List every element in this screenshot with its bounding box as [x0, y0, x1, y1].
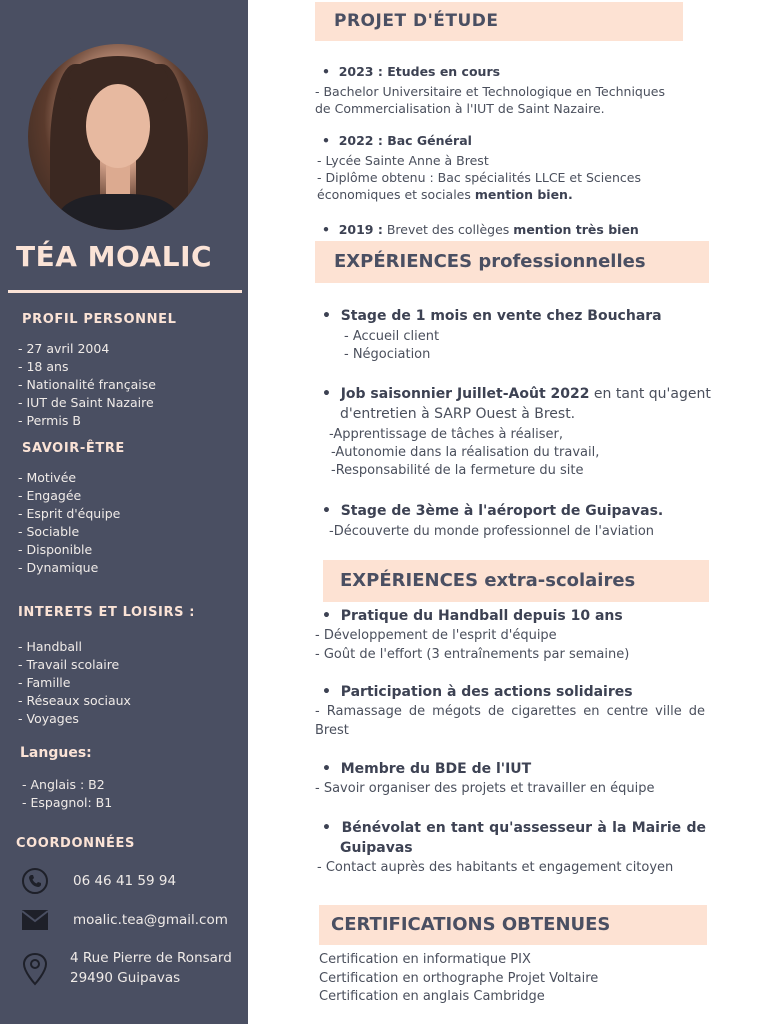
phone-row	[18, 864, 52, 898]
list-item: - Réseaux sociaux	[18, 693, 131, 708]
name-divider	[8, 290, 242, 293]
profil-list	[18, 340, 156, 430]
list-item: - 27 avril 2004	[18, 341, 110, 356]
savoir-title: SAVOIR-ÊTRE	[22, 441, 125, 456]
list-item: - Handball	[18, 639, 82, 654]
activity-1-line: - Goût de l'effort (3 entraînements par semaine)	[315, 647, 630, 662]
list-item: - Permis B	[18, 413, 81, 428]
list-item: Certification en anglais Cambridge	[319, 989, 545, 1004]
edu-entry-2-line: - Diplôme obtenu : Bac spécialités LLCE et Sciences	[317, 170, 641, 185]
profil-title: PROFIL PERSONNEL	[22, 312, 177, 327]
list-item: - Espagnol: B1	[22, 795, 113, 810]
list-item: - Sociable	[18, 524, 80, 539]
edu-entry-1-line: - Bachelor Universitaire et Technologique en Techniques	[315, 84, 665, 99]
location-pin-icon	[18, 952, 52, 986]
certifications-title: CERTIFICATIONS OBTENUES	[331, 914, 611, 935]
person-name: TÉA MOALIC	[16, 240, 213, 273]
list-item: - Engagée	[18, 488, 82, 503]
activity-4-head: • Bénévolat en tant qu'assesseur à la Mairie de	[322, 820, 706, 836]
activity-2-line: - Ramassage de mégots de cigarettes en centre ville de	[315, 704, 705, 719]
list-item: - Anglais : B2	[22, 777, 105, 792]
edu-entry-1-line: de Commercialisation à l'IUT de Saint Nazaire.	[315, 101, 605, 116]
email-icon	[18, 903, 52, 937]
job-2-line: -Autonomie dans la réalisation du travail,	[331, 445, 600, 460]
activity-4-line: - Contact auprès des habitants et engagement citoyen	[317, 860, 674, 875]
savoir-list	[18, 469, 120, 577]
activity-2-line: Brest	[315, 723, 349, 738]
address-line: 4 Rue Pierre de Ronsard	[70, 950, 232, 966]
extra-title: EXPÉRIENCES extra-scolaires	[340, 570, 636, 591]
edu-entry-2-line: - Lycée Sainte Anne à Brest	[317, 153, 489, 168]
list-item: - Nationalité française	[18, 377, 156, 392]
list-item: Certification en orthographe Projet Voltaire	[319, 970, 599, 986]
activity-1-line: - Développement de l'esprit d'équipe	[315, 628, 557, 643]
list-item: - Famille	[18, 675, 71, 690]
job-1-line: - Négociation	[344, 347, 431, 362]
address	[70, 948, 232, 988]
job-2-line: -Responsabilité de la fermeture du site	[331, 463, 584, 478]
job-1-head: • Stage de 1 mois en vente chez Bouchara	[322, 308, 662, 324]
list-item: - Voyages	[18, 711, 79, 726]
list-item: Certification en informatique PIX	[319, 952, 531, 967]
job-1-line: - Accueil client	[344, 329, 440, 344]
activity-3-line: - Savoir organiser des projets et travailler en équipe	[315, 781, 655, 796]
phone-number[interactable]: 06 46 41 59 94	[73, 873, 177, 889]
projet-title: PROJET D'ÉTUDE	[334, 11, 499, 31]
interets-title: INTERETS ET LOISIRS :	[18, 605, 195, 620]
edu-entry-3: • 2019 : Brevet des collèges mention très bien	[322, 222, 639, 237]
email-address[interactable]: moalic.tea@gmail.com	[73, 912, 228, 928]
edu-entry-1-head: • 2023 : Etudes en cours	[322, 64, 501, 79]
list-item: - 18 ans	[18, 359, 69, 374]
activity-1-head: • Pratique du Handball depuis 10 ans	[322, 608, 623, 624]
langues-list	[22, 776, 112, 812]
list-item: - Travail scolaire	[18, 657, 120, 672]
list-item: - Dynamique	[18, 560, 99, 575]
coordonnees-title: COORDONNÉES	[16, 836, 135, 851]
job-2-head: • Job saisonnier Juillet-Août 2022 en tant qu'agent	[322, 386, 711, 402]
activity-4-head: Guipavas	[340, 840, 413, 856]
address-line: 29490 Guipavas	[70, 970, 181, 986]
sidebar	[0, 0, 248, 1024]
activity-3-head: • Membre du BDE de l'IUT	[322, 761, 532, 777]
edu-entry-2-head: • 2022 : Bac Général	[322, 133, 472, 148]
experiences-title: EXPÉRIENCES professionnelles	[334, 251, 646, 272]
list-item: - Disponible	[18, 542, 93, 557]
job-2-line: d'entretien à SARP Ouest à Brest.	[340, 406, 576, 422]
list-item: - Motivée	[18, 470, 77, 485]
job-3-line: -Découverte du monde professionnel de l'aviation	[329, 524, 655, 539]
list-item: - IUT de Saint Nazaire	[18, 395, 154, 410]
job-3-head: • Stage de 3ème à l'aéroport de Guipavas.	[322, 503, 664, 519]
job-2-line: -Apprentissage de tâches à réaliser,	[329, 427, 564, 442]
email-row	[18, 903, 52, 937]
langues-title: Langues:	[20, 745, 92, 761]
certifications-list	[319, 951, 598, 1007]
interets-list	[18, 638, 131, 728]
list-item: - Esprit d'équipe	[18, 506, 121, 521]
address-row	[18, 952, 52, 986]
profile-photo	[28, 44, 208, 230]
activity-2-head: • Participation à des actions solidaires	[322, 684, 633, 700]
edu-entry-2-line: économiques et sociales mention bien.	[317, 187, 573, 202]
phone-icon	[18, 864, 52, 898]
